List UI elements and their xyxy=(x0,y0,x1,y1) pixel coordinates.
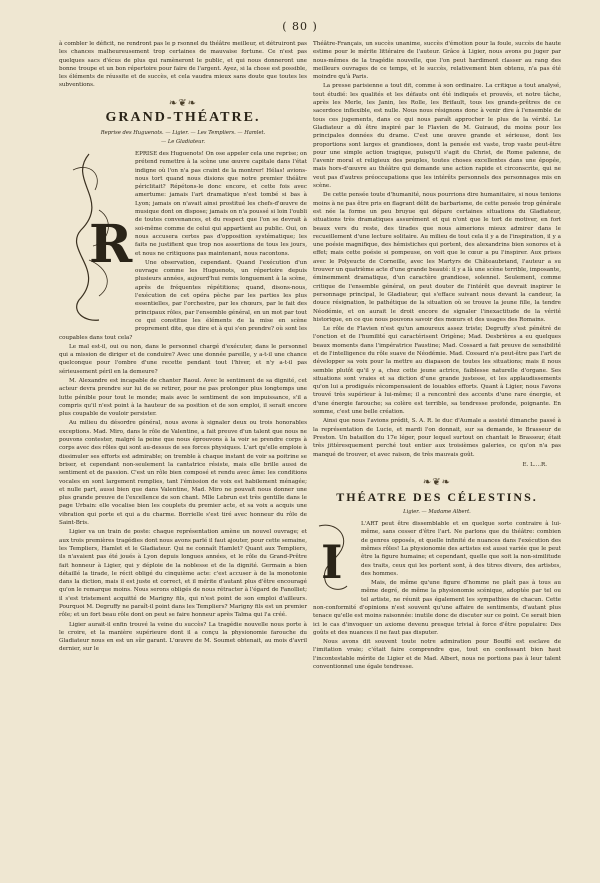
paragraph-7: Ligier aurait-il enfin trouvé la veine du succès? La tragédie nouvelle nous porte à le croire, et la manière supérieure dont il a conçu la physionomie farouche du Gladiateur nous en est un sûr garant. L'œuvre de M. Soumet obtenait, au mois d'avril dernier, sur le xyxy=(59,621,307,653)
cast-line xyxy=(59,129,307,146)
cast-line-celestins: Ligier. — Madame Albert. xyxy=(403,508,471,515)
right-paragraph-2: La presse parisienne a tout dit, comme à son ordinaire. La critique a tout analysé, tout étudié: les qualités et les défauts ont été indiqués et prouvés, et notre tâche, après les Merle, les Janin, les Rolle, les Brifault, tous les grands-prêtres de ce sacerdoce inflexible, est nulle. Nous nous résignons donc à venir dire à l'ensemble de tous ces jugements, dans ce qui nous paraît approcher le plus de la vérité. Le Gladiateur a dû être inspiré par le Flavien de M. Guiraud, du moins pour les principales données du drame. C'est une œuvre grande et sérieuse, dont les proportions sont larges et grandioses, dont la pensée est vaste, trop vaste peut-être pour une simple action tragique, puisqu'il s'agit du Christ, de Rome païenne, de l'avenir moral et religieux des peuples, toutes choses excellentes dans une épopée, mais hors-d'œuvre au théâtre qui demande une action rapide et circonscrite, qui ne veut pas d'autres préoccupations que les intérêts personnels des personnages mis en scène. xyxy=(313,83,561,190)
cast-line-2: — Le Gladiateur. xyxy=(160,138,206,145)
right-column xyxy=(313,40,561,671)
paragraph-4: M. Alexandre est incapable de chanter Raoul. Avec le sentiment de sa dignité, cet acteur devra prendre sur lui de se retirer, pour ne pas prolonger plus longtemps une lutte pénible pour tout le monde; mais avec le sentiment de son impuissance, s'il a compris qu'il n'est point à la hauteur de sa position et de son emploi, il serait encore plus coupable de vouloir persister. xyxy=(59,377,307,418)
paragraph-2: Une observation, cependant. Quand l'exécution d'un ouvrage comme les Huguenots, un répertoire depuis plusieurs années, aujourd'hui remis longuement à la scène, après de fréquentes répétitions; quand, disons-nous, l'exécution de cet opéra pèche par les parties les plus essentielles, par l'orchestre, par les chœurs, par le fait des principaux rôles, par l'ensemble général, en un mot par tout ce qui constitue les éléments de la mise en scène proprement dite, que dire et à qui s'en prendre? où sont les coupables dans tout cela? xyxy=(59,259,307,341)
cast-line-1: Reprise des Huguenots. — Ligier. — Les Templiers. — Hamlet. xyxy=(100,130,266,137)
section-title-celestins: THÉATRE DES CÉLESTINS. xyxy=(336,490,538,505)
decorative-initial-l-icon xyxy=(313,520,353,596)
article-body-grand-theatre xyxy=(59,150,307,654)
right-paragraph-4: Le rôle de Flavien n'est qu'un amoureux assez triste; Degruffy s'est pénétré de l'onction et de l'humilité qui caractérisent Origène; Mad. Desbrières a eu quelques beaux moments dans l'impératrice Faustine; Mad. Cossard a fait preuve de sensibilité et de l'intelligence du rôle suave de Néodémie. Mad. Cossard n'a peut-être pas l'art de développer sa voix pour la mettre au diapason de toutes les situations; mais il nous semble plutôt qu'il y a, chez cette jeune actrice, faiblesse naturelle d'organe. Ses situations sont vraies et sa diction d'une grande justesse, et les applaudissements qu'on lui a prodigués récompensaient de louables efforts. Quant à Ligier, nous l'avons trouvé très supérieur à lui-même; il a rencontré des accents d'une rare énergie, et d'une énergie farouche; sa colère est terrible, sa tendresse profonde, poignante. En somme, c'est une belle création. xyxy=(313,326,561,416)
right-paragraph-8: Nous avons dit souvent toute notre admiration pour Bouffé est esclave de l'imitation vraie; c'était faire comprendre que, tout en confessant bien haut l'incontestable mérite de Ligier et de Mad. Albert, nous ne portions pas à leur talent conventionnel une égale tendresse. xyxy=(313,639,561,671)
right-paragraph-6: L'ART peut être dissemblable et en quelque sorte contraire à lui-même, sans cesser d'être l'art. Ne parlons que du théâtre: combien de genres opposés, et quelle infinité de nuances dans l'exécution des mêmes rôles! La physionomie des artistes est aussi variée que le peut être la figure humaine; et cependant, quelle que soit la non-similitude des traits, ceux qui les portent sont, à des titres divers, des artistes, des hommes. xyxy=(361,521,561,577)
paragraph-1: EPRISE des Huguenots! On ose appeler cela une reprise; on prétend remettre à la scène une œuvre capitale dans l'état indigne où l'on n'a pas craint de la montrer! Hélas! avions-nous tort quand nous disions que notre premier théâtre périclitait? Répétons-le donc encore, et cette fois avec amertume: jamais l'art dramatique n'est tombé si bas à Lyon; jamais on n'avait ainsi prostitué les chefs-d'œuvre de musique dont on dispose; jamais on n'a poussé si loin l'oubli de toutes convenances, et du respect que l'on se devrait à soi-même comme de celui qui appartient au public. Oui, on nous accusera certes pas d'opposition systématique; les faits ne justifient que trop nos assertions de tous les jours, et nous ne critiquons pas maintenant, nous racontons. xyxy=(135,150,307,257)
drop-letter-r: R xyxy=(89,213,133,275)
intro-paragraph: à combler le déficit, ne rendront pas le p rsonnel du théâtre meilleur, et détruiront pas les chances malheureusement trop certaines de mauvaise fortune. Ce n'est pas quelques sacs d'écus de plus qui ramèneront le public, et qui nous donneront une bonne troupe et un bon répertoire pour faire de l'argent. Ayez, si la chose est possible, les éléments de réussite et de succès, et cela vaudra mieux sans doute que toutes les subventions. xyxy=(59,41,307,89)
right-paragraph-3: De cette pensée toute d'humanité, nous pourrions dire humanitaire, si nous tenions moins à ne pas être pris en flagrant délit de barbarisme, de cette pensée trop générale est née la forme un peu bruyue qui dépare certaines situations du Gladiateur, situations très dramatiques assurément et qui n'ont que le tort de motiver, en fort beaux vers du reste, des tirades que nous aimerions mieux admirer dans le recueillement d'une lecture solitaire. Au milieu de tout cela il y a de l'inspiration, il y a une poésie magnifique, des hémistiches qui portent, des alexandrins bien sonores et à effet; mais cette poésie si pompeuse, on voit que le cœur a pu l'inspirer. Aux prises avec le Polyeucte de Corneille, avec les Martyrs de Châteaubriand, l'auteur a su trouver un quatrième acte d'une grande beauté: il y a là une scène terrible, imposante, éminemment dramatique, d'un caractère grandiose, solennel. Seulement, comme critique de l'ensemble général, on peut douter de l'intérêt que devrait inspirer le personnage principal, le Gladiateur, qui s'efface suivant nous devant la candeur, la douce résignation, le pathétique de la situation où se trouve la jeune fille, la tendre Néodémie, et on aurait le droit encore de signaler l'inexactitude de la vérité historique, en ce que nous pouvons savoir des mœurs et des usages des Romains. xyxy=(313,192,561,323)
left-column xyxy=(59,40,307,654)
right-paragraph-5: Ainsi que nous l'avions prédit, S. A. R. le duc d'Aumale a assisté dimanche passé à la représentation de Lucie, et mardi l'on donnait, sur sa demande, le Brasseur de Preston. Un bataillon du 17e léger, pour lequel surtout on chantait le Brasseur, était très jittéresquement perché tout entier aux troisièmes galeries, ce qu'on n'a pas manqué de trouver, et avec raison, de très mauvais goût. xyxy=(313,418,561,458)
section-ornament: ❧❦❧ xyxy=(168,97,198,109)
section-title-grand-theatre: GRAND-THÉATRE. xyxy=(105,110,261,126)
paragraph-5: Au milieu du désordre général, nous avons à signaler deux ou trois honorables exceptions. Mad. Miro, dans le rôle de Valentine, a fait preuve d'un talent que nous ne pouvons contester, malgré la peine que nous éprouvons à la voir se prendre corps à corps avec des rôles qui sont au-dessus de ses forces physiques. L'art qu'elle emploie à dissimuler ses efforts est admirable; on tremble à chaque instant de voir sa poitrine se briser, et cependant non-seulement la cantatrice résiste, mais elle brille aussi de sentiment et de passion. C'est un rôle bien composé et rendu avec âme: les conditions vocales en sont largement remplies, tant l'émission de voix est habilement ménagée; et nulle part, aussi bien que dans Valentine, Mad. Miro ne pouvait nous donner une plus grande preuve de l'excellence de son chant. Mlle Lebrun est très gentille dans le page Urbain: elle vocalise bien les couplets du premier acte, et sa voix a acquis une vibration qui porte et qui a du charme. Borrielle s'est tiré avec honneur du rôle de Saint-Bris. xyxy=(59,420,307,527)
decorative-initial-r-icon xyxy=(59,150,133,326)
paragraph-3: Le mal est-il, oui ou non, dans le personnel chargé d'exécuter, dans le personnel qui a mission de diriger et de conduire? Avec une donnée pareille, y a-t-il une chance quelconque pour l'ombre d'une recette pendant tout l'hiver, et n'y a-t-il pas sérieusement péril en la demeure? xyxy=(59,343,307,375)
page-number: ( 80 ) xyxy=(282,20,318,33)
drop-letter-l: I xyxy=(321,535,343,590)
author-signature: E. L....R. xyxy=(522,461,547,468)
paragraph-6: Ligier va un train de poste: chaque représentation amène un nouvel ouvrage; et aux trois premières tragédies dont nous avons parlé il faut ajouter, pour cette semaine, les Templiers, Hamlet et le Gladiateur. Qui ne connaît Hamlet? Quant aux Templiers, ils n'avaient pas été joués à Lyon depuis longues années, et le rôle du Grand-Prêtre fait honneur à Ligier, qui y déploie de la noblesse et de la dignité. Germain a bien détaillé la tirade, le récit obligé du cinquième acte: c'est accuser à de la monotonie dans la diction, mais il est juste et correct, et il mérite d'autant plus d'être encouragé qu'on le remarque moins. Nous serons obligés de nous rétracter à l'égard de Fanolliet; il s'est tristement acquitté de Marigny fils, qui n'est point de son emploi d'ailleurs. Pourquoi M. Degruffy ne paraît-il point dans les Templiers? Marigny fils est un premier rôle; et un fort beau rôle dont on peut se faire honneur après Talma qui l'a créé. xyxy=(59,529,307,619)
section-ornament-2: ❧❦❧ xyxy=(422,477,452,489)
right-paragraph-1: Théâtre-Français, un succès unanime, succès d'émotion pour la foule, succès de haute estime pour le mérite littéraire de l'auteur. Grâce à Ligier, nous avons pu juger par nous-mêmes de la tragédie nouvelle, que l'on peut hardiment classer au rang des meilleurs ouvrages de ce temps, et le succès, relativement bien obtenu, n'a pas été moindre qu'à Paris. xyxy=(313,41,561,81)
article-body-celestins xyxy=(313,520,561,671)
right-paragraph-7: Mais, de même qu'une figure d'homme ne plaît pas à tous au même degré, de même la physionomie scénique, adoptée par tel ou tel artiste, ne réunit pas également les sympathies de chacun. Cette non-conformité d'opinions n'est souvent qu'une affaire de sentiments, d'autant plus tenace qu'elle est moins raisonnée: inutile donc de discuter sur ce point. Ce serait bien ici le cas d'invoquer un axiome devenu presque trivial à force d'être populaire: Des goûts et des nuances il ne faut pas disputer. xyxy=(313,580,561,636)
